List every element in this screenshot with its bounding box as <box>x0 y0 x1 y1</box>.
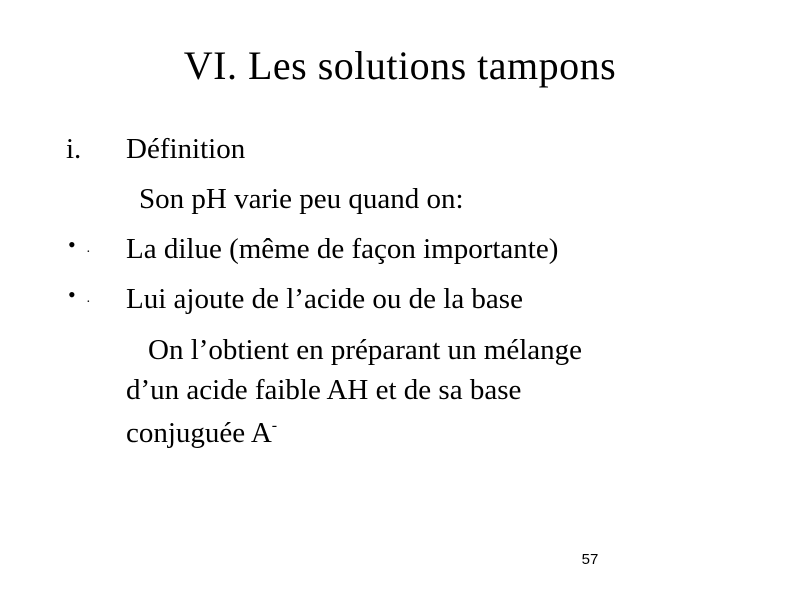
intro-line: Son pH varie peu quand on: <box>139 183 464 215</box>
page-number: 57 <box>581 551 599 568</box>
paragraph-line-3-text: conjuguée A <box>126 417 272 449</box>
paragraph-line-3 <box>126 416 277 450</box>
bullet-dot-icon: · <box>86 295 91 310</box>
bullet-text: La dilue (même de façon importante) <box>126 233 559 265</box>
slide-title: VI. Les solutions tampons <box>183 43 617 88</box>
section-marker: i. <box>66 133 82 165</box>
paragraph-line-1: On l’obtient en préparant un mélange <box>148 334 583 366</box>
bullet-icon: • <box>68 232 76 257</box>
bullet-icon: • <box>68 282 76 307</box>
paragraph-line-2: d’un acide faible AH et de sa base <box>126 374 522 406</box>
bullet-text: Lui ajoute de l’acide ou de la base <box>126 283 523 315</box>
section-heading: Définition <box>126 133 246 165</box>
superscript-minus: - <box>271 417 278 434</box>
bullet-dot-icon: · <box>86 245 91 260</box>
